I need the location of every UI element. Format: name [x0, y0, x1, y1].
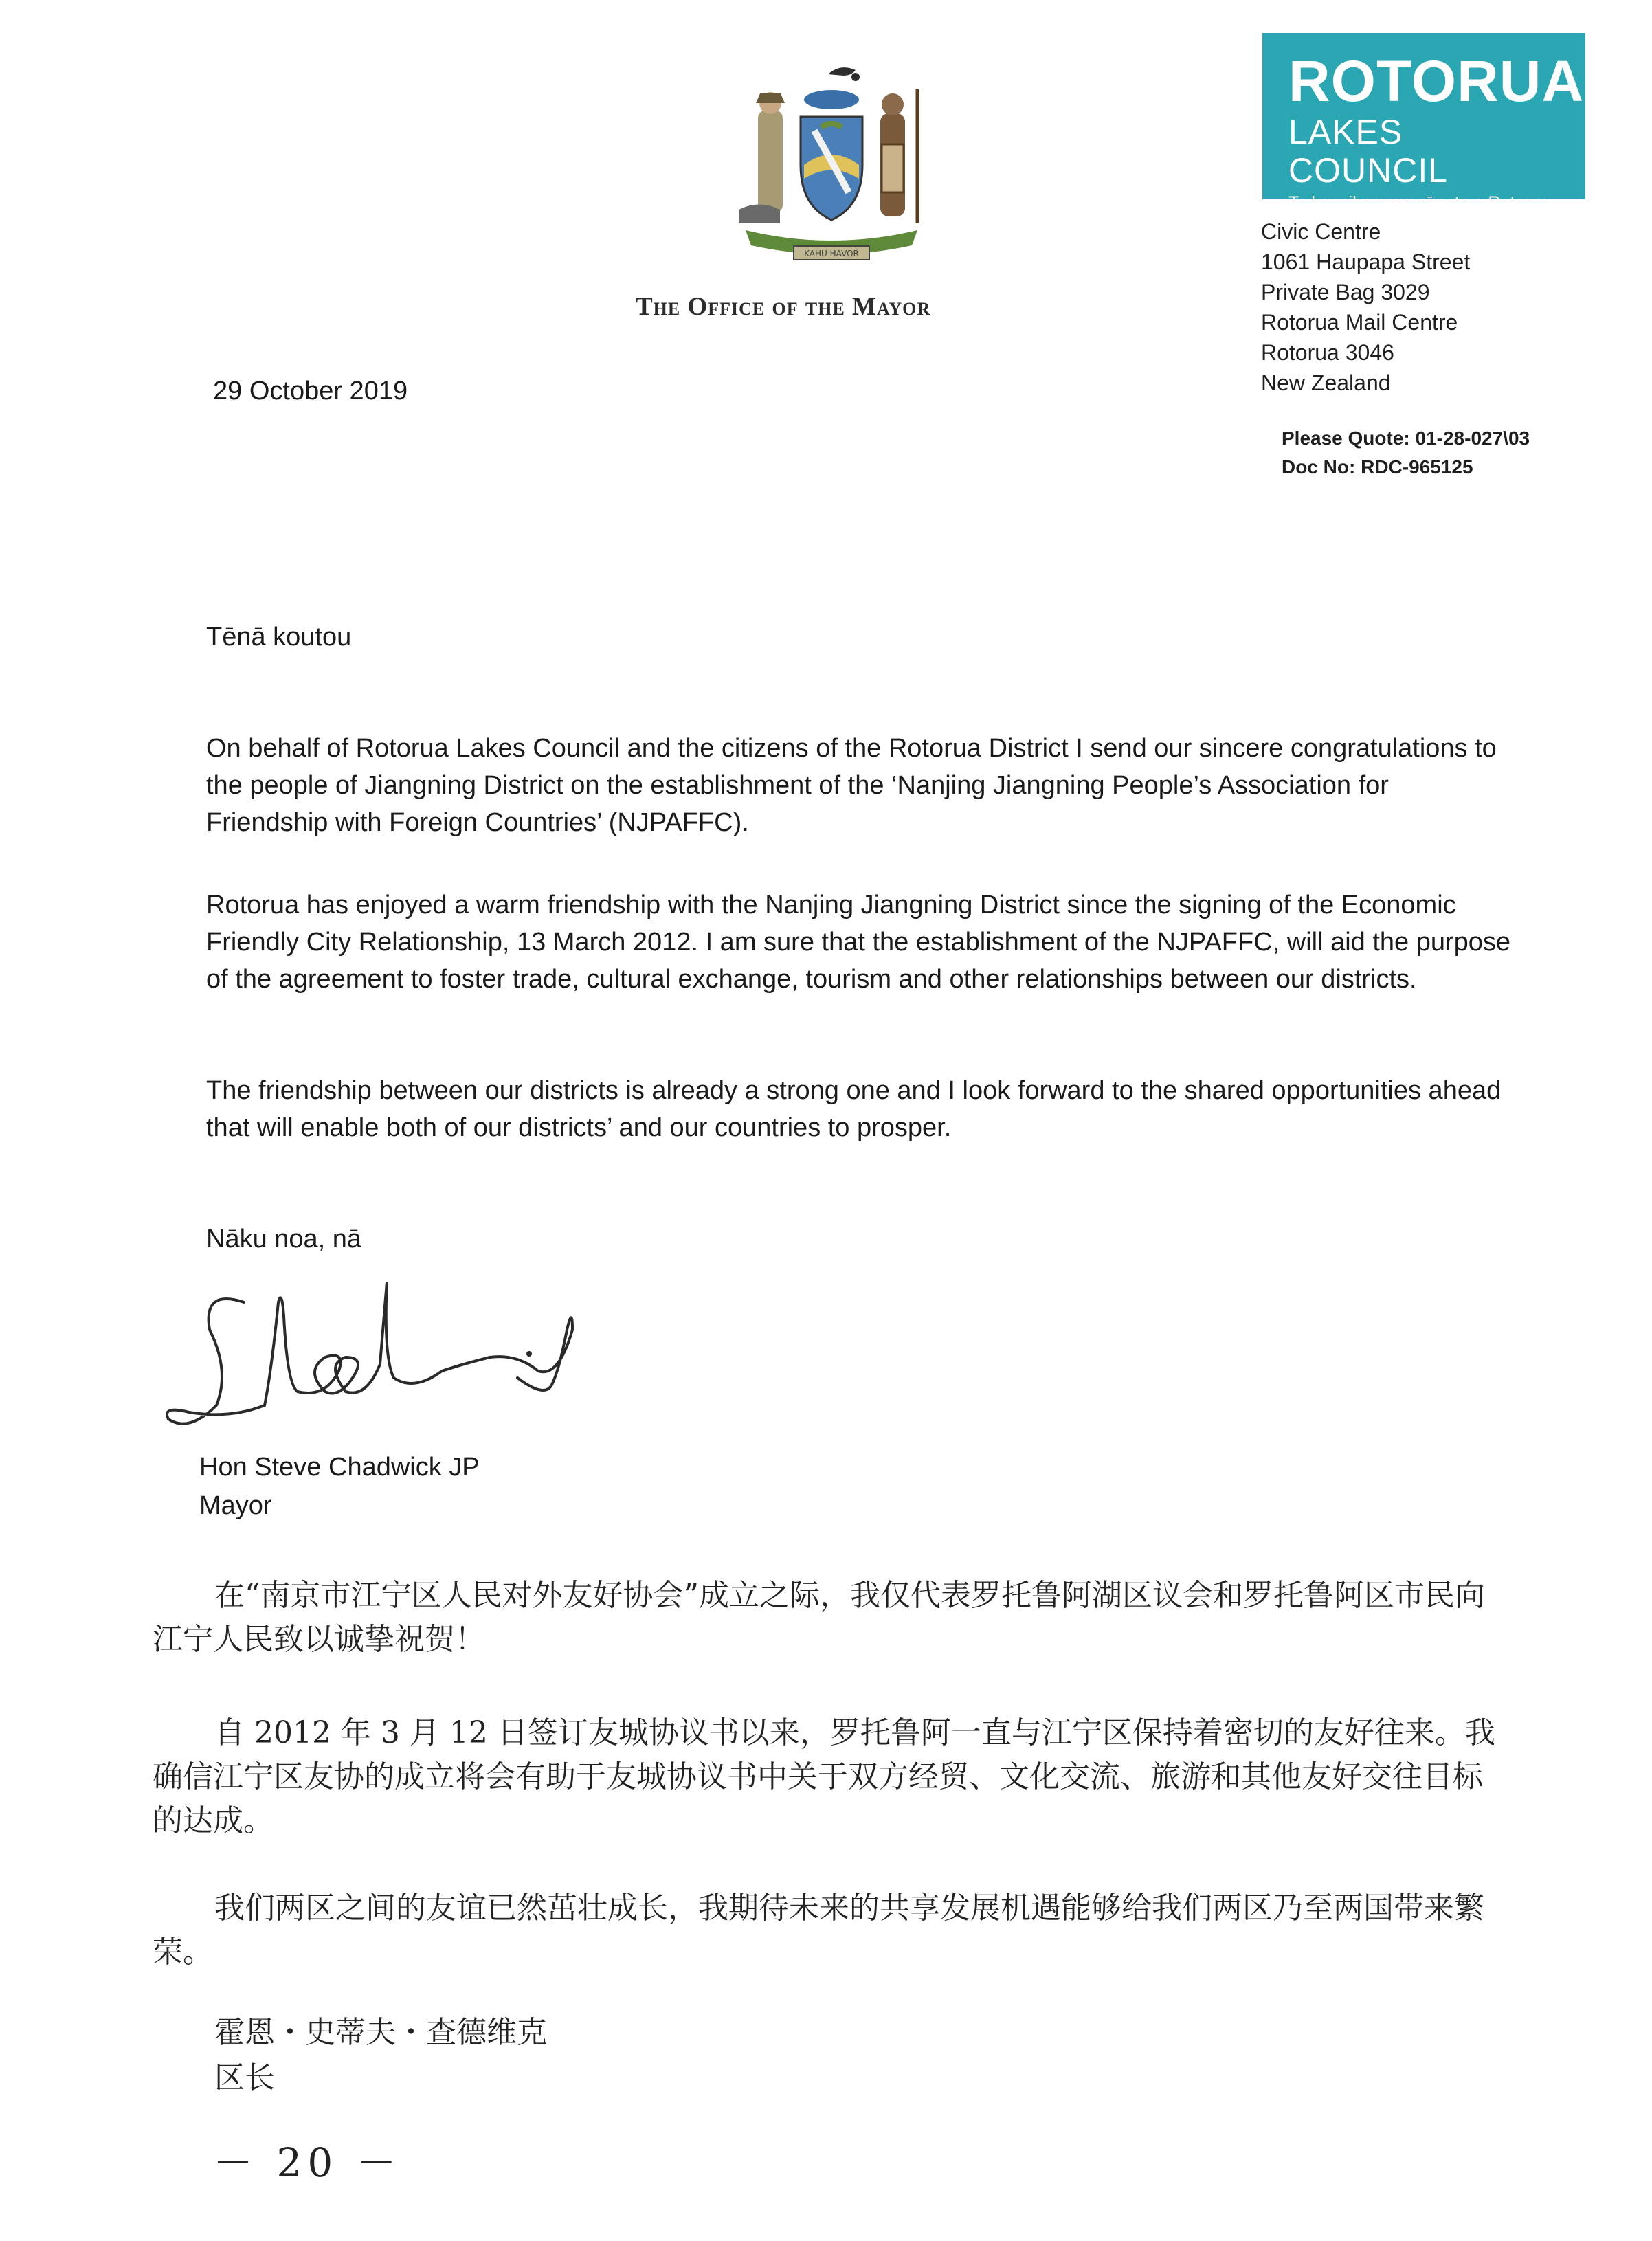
coat-of-arms-icon — [718, 62, 945, 268]
address-line: 1061 Haupapa Street — [1261, 249, 1471, 274]
salutation: Tēnā koutou — [206, 623, 352, 651]
council-address — [1261, 216, 1470, 398]
council-logo — [1262, 33, 1585, 212]
page-number: － 20 － — [213, 2139, 402, 2186]
signatory-title: Mayor — [199, 1491, 272, 1520]
body-paragraph: The friendship between our districts is already a strong one and I look forward to the shared opportunities ahead that will enable both of our districts’ and our countries to prosper. — [206, 1076, 1502, 1142]
address-line: New Zealand — [1261, 370, 1391, 395]
signatory-name: Hon Steve Chadwick JP — [199, 1453, 480, 1482]
signatory-block — [199, 1448, 480, 1525]
doc-number: Doc No: RDC-965125 — [1282, 456, 1473, 478]
reference-block — [1282, 424, 1530, 482]
please-quote: Please Quote: 01-28-027\03 — [1282, 427, 1530, 449]
letter-date: 29 October 2019 — [213, 377, 408, 405]
logo-name-line1: ROTORUA — [1288, 49, 1585, 113]
translation-paragraph: 在“南京市江宁区人民对外友好协会”成立之际，我仅代表罗托鲁阿湖区议会和罗托鲁阿区市民向江宁人民致以诚挚祝贺！ — [153, 1578, 1485, 1657]
body-paragraph: On behalf of Rotorua Lakes Council and the citizens of the Rotorua District I send our sincere congratulations to the people of Jiangning District on the establishment of the ‘Nanjing Jiangning People’s Association for Friendship with Foreign Countries’ (NJPAFFC). — [206, 734, 1497, 837]
office-title: The Office of the Mayor — [636, 293, 931, 321]
svg-text:KAHU HAVOR: KAHU HAVOR — [804, 249, 859, 258]
closing: Nāku noa, nā — [206, 1225, 362, 1253]
translation-signatory — [214, 2010, 547, 2101]
body-paragraph: Rotorua has enjoyed a warm friendship with the Nanjing Jiangning District since the signing of the Economic Friendly City Relationship, 13 March 2012. I am sure that the establishment of the NJPAFFC, will aid the purpose of the agreement to foster trade, cultural exchange, tourism and other relationships between our districts. — [206, 891, 1511, 994]
translation-paragraph: 自 2012 年 3 月 12 日签订友城协议书以来，罗托鲁阿一直与江宁区保持着密切的友好往来。我确信江宁区友协的成立将会有助于友城协议书中关于双方经贸、文化交流、旅游和其他友好交往目标的达成。 — [153, 1715, 1495, 1838]
signature-icon — [161, 1275, 684, 1447]
logo-name-line2: LAKES COUNCIL — [1288, 113, 1449, 190]
translation-signatory-name: 霍恩・史蒂夫・查德维克 — [214, 2015, 547, 2050]
address-line: Civic Centre — [1261, 219, 1381, 244]
address-line: Private Bag 3029 — [1261, 280, 1430, 304]
address-line: Rotorua 3046 — [1261, 340, 1394, 365]
address-line: Rotorua Mail Centre — [1261, 310, 1458, 335]
translation-paragraph: 我们两区之间的友谊已然茁壮成长，我期待未来的共享发展机遇能够给我们两区乃至两国带来繁荣。 — [153, 1891, 1484, 1970]
translation-signatory-title: 区长 — [214, 2060, 275, 2095]
logo-tagline: Te kaunihera o ngā roto o Rotorua — [1288, 193, 1550, 212]
